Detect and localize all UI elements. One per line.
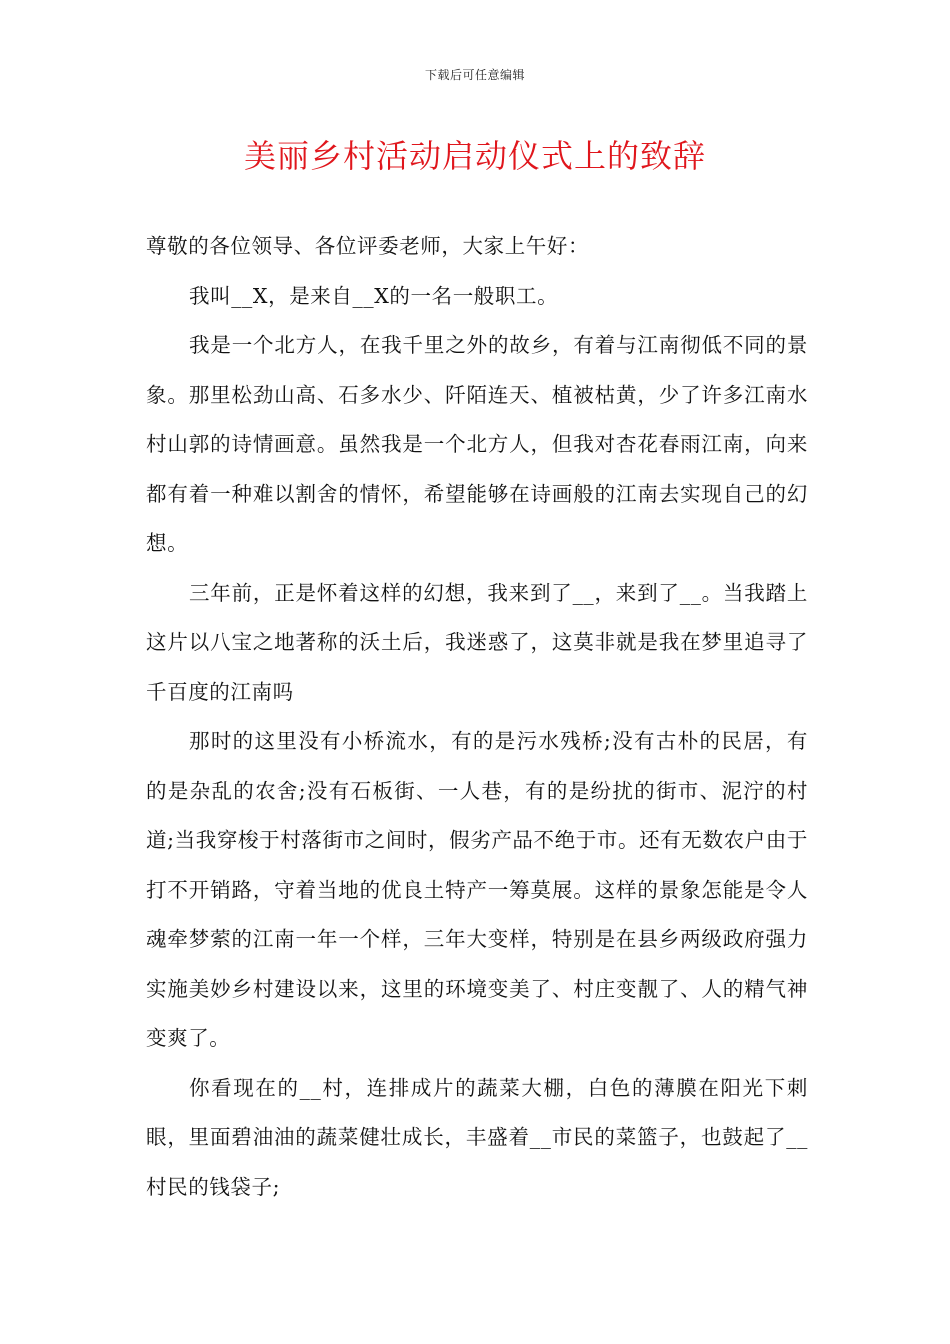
body-paragraph: 三年前，正是怀着这样的幻想，我来到了__，来到了__。当我踏上这片以八宝之地著称的沃土后，我迷惑了，这莫非就是我在梦里追寻了千百度的江南吗 — [146, 580, 808, 704]
document-body — [146, 222, 808, 1212]
header-note: 下载后可任意编辑 — [424, 68, 525, 82]
salutation-paragraph: 尊敬的各位领导、各位评委老师，大家上午好： — [146, 234, 590, 258]
document-title: 美丽乡村活动启动仪式上的致辞 — [243, 137, 706, 175]
body-paragraph: 我是一个北方人，在我千里之外的故乡，有着与江南彻低不同的景象。那里松劲山高、石多水少、阡陌连天、植被枯黄，少了许多江南水村山郭的诗情画意。虽然我是一个北方人，但我对杏花春雨江南，向来都有着一种难以割舍的情怀，希望能够在诗画般的江南去实现自己的幻想。 — [146, 333, 808, 555]
body-paragraph: 我叫__X，是来自__X的一名一般职工。 — [189, 283, 559, 308]
body-paragraph: 你看现在的__村，连排成片的蔬菜大棚，白色的薄膜在阳光下刺眼，里面碧油油的蔬菜健壮成长，丰盛着__市民的菜篮子，也鼓起了__村民的钱袋子; — [146, 1075, 808, 1199]
body-paragraph: 那时的这里没有小桥流水，有的是污水残桥;没有古朴的民居，有的是杂乱的农舍;没有石板街、一人巷，有的是纷扰的街市、泥泞的村道;当我穿梭于村落街市之间时，假劣产品不绝于市。还有无数农户由于打不开销路，守着当地的优良土特产一筹莫展。这样的景象怎能是令人魂牵梦萦的江南一年一个样，三年大变样，特别是在县乡两级政府强力实施美妙乡村建设以来，这里的环境变美了、村庄变靓了、人的精气神变爽了。 — [146, 729, 808, 1050]
